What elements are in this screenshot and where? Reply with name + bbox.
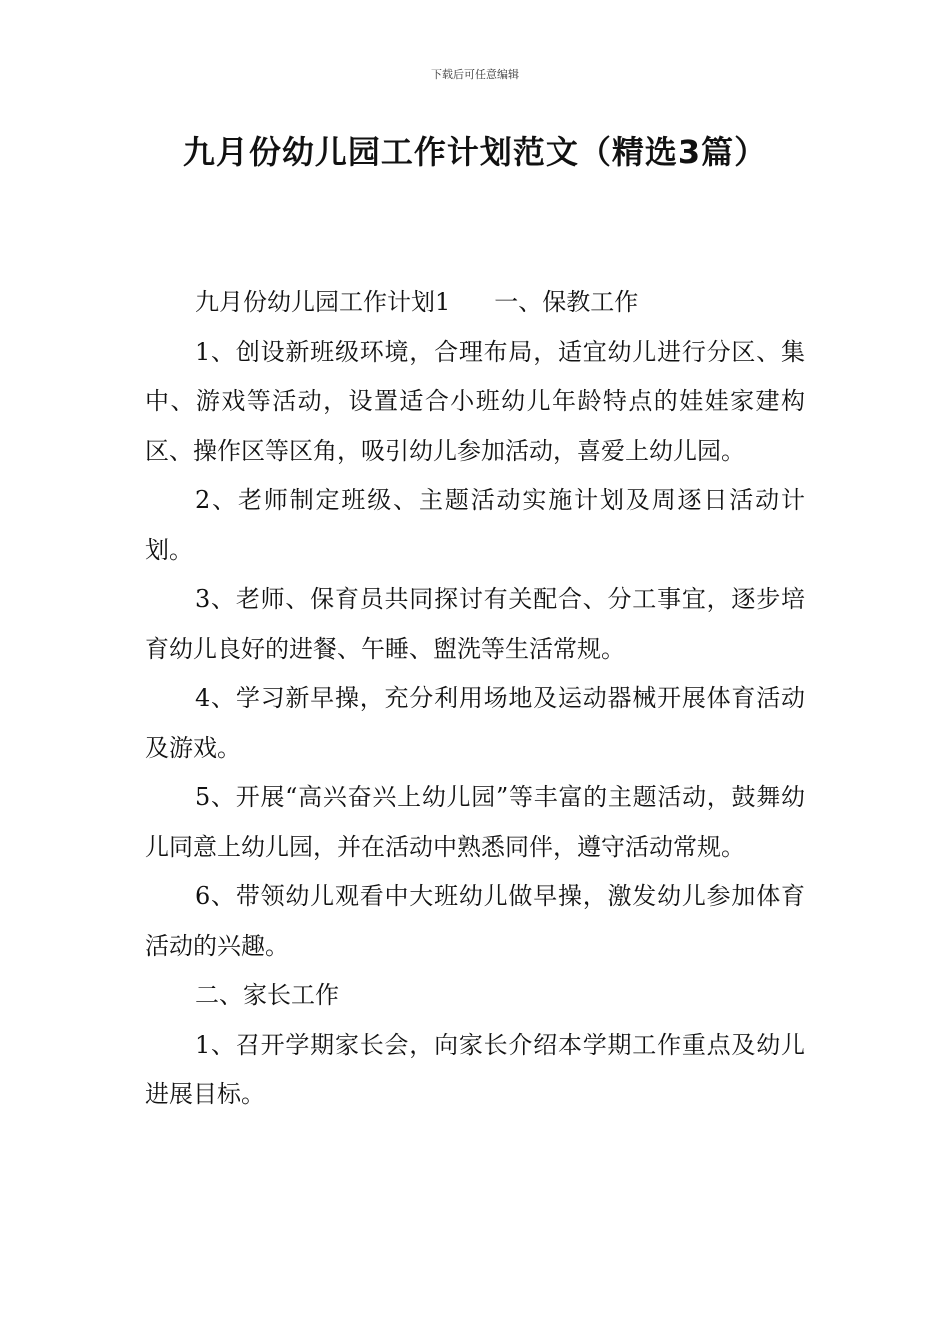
paragraph-4: 4、学习新早操，充分利用场地及运动器械开展体育活动及游戏。 bbox=[145, 684, 805, 762]
paragraph-5: 5、开展“高兴奋兴上幼儿园”等丰富的主题活动，鼓舞幼儿同意上幼儿园，并在活动中熟悉同伴，遵守活动常规。 bbox=[145, 783, 805, 861]
paragraph-7: 1、召开学期家长会，向家长介绍本学期工作重点及幼儿进展目标。 bbox=[145, 1030, 805, 1108]
paragraph-1: 1、创设新班级环境，合理布局，适宜幼儿进行分区、集中、游戏等活动，设置适合小班幼儿年龄特点的娃娃家建构区、操作区等区角，吸引幼儿参加活动，喜爱上幼儿园。 bbox=[145, 337, 805, 465]
section-heading-2: 二、家长工作 bbox=[195, 981, 339, 1009]
section-heading: 一、保教工作 bbox=[494, 288, 639, 316]
plan-subtitle: 九月份幼儿园工作计划1 bbox=[195, 288, 451, 316]
paragraph-6: 6、带领幼儿观看中大班幼儿做早操，激发幼儿参加体育活动的兴趣。 bbox=[145, 882, 805, 960]
paragraph-3: 3、老师、保育员共同探讨有关配合、分工事宜，逐步培育幼儿良好的进餐、午睡、盥洗等生活常规。 bbox=[145, 585, 805, 663]
document-body bbox=[145, 278, 805, 1120]
header-note: 下载后可任意编辑 bbox=[431, 68, 519, 81]
intro-line bbox=[145, 278, 805, 328]
document-title: 九月份幼儿园工作计划范文（精选3篇） bbox=[182, 133, 768, 171]
paragraph-2: 2、老师制定班级、主题活动实施计划及周逐日活动计划。 bbox=[145, 486, 805, 564]
